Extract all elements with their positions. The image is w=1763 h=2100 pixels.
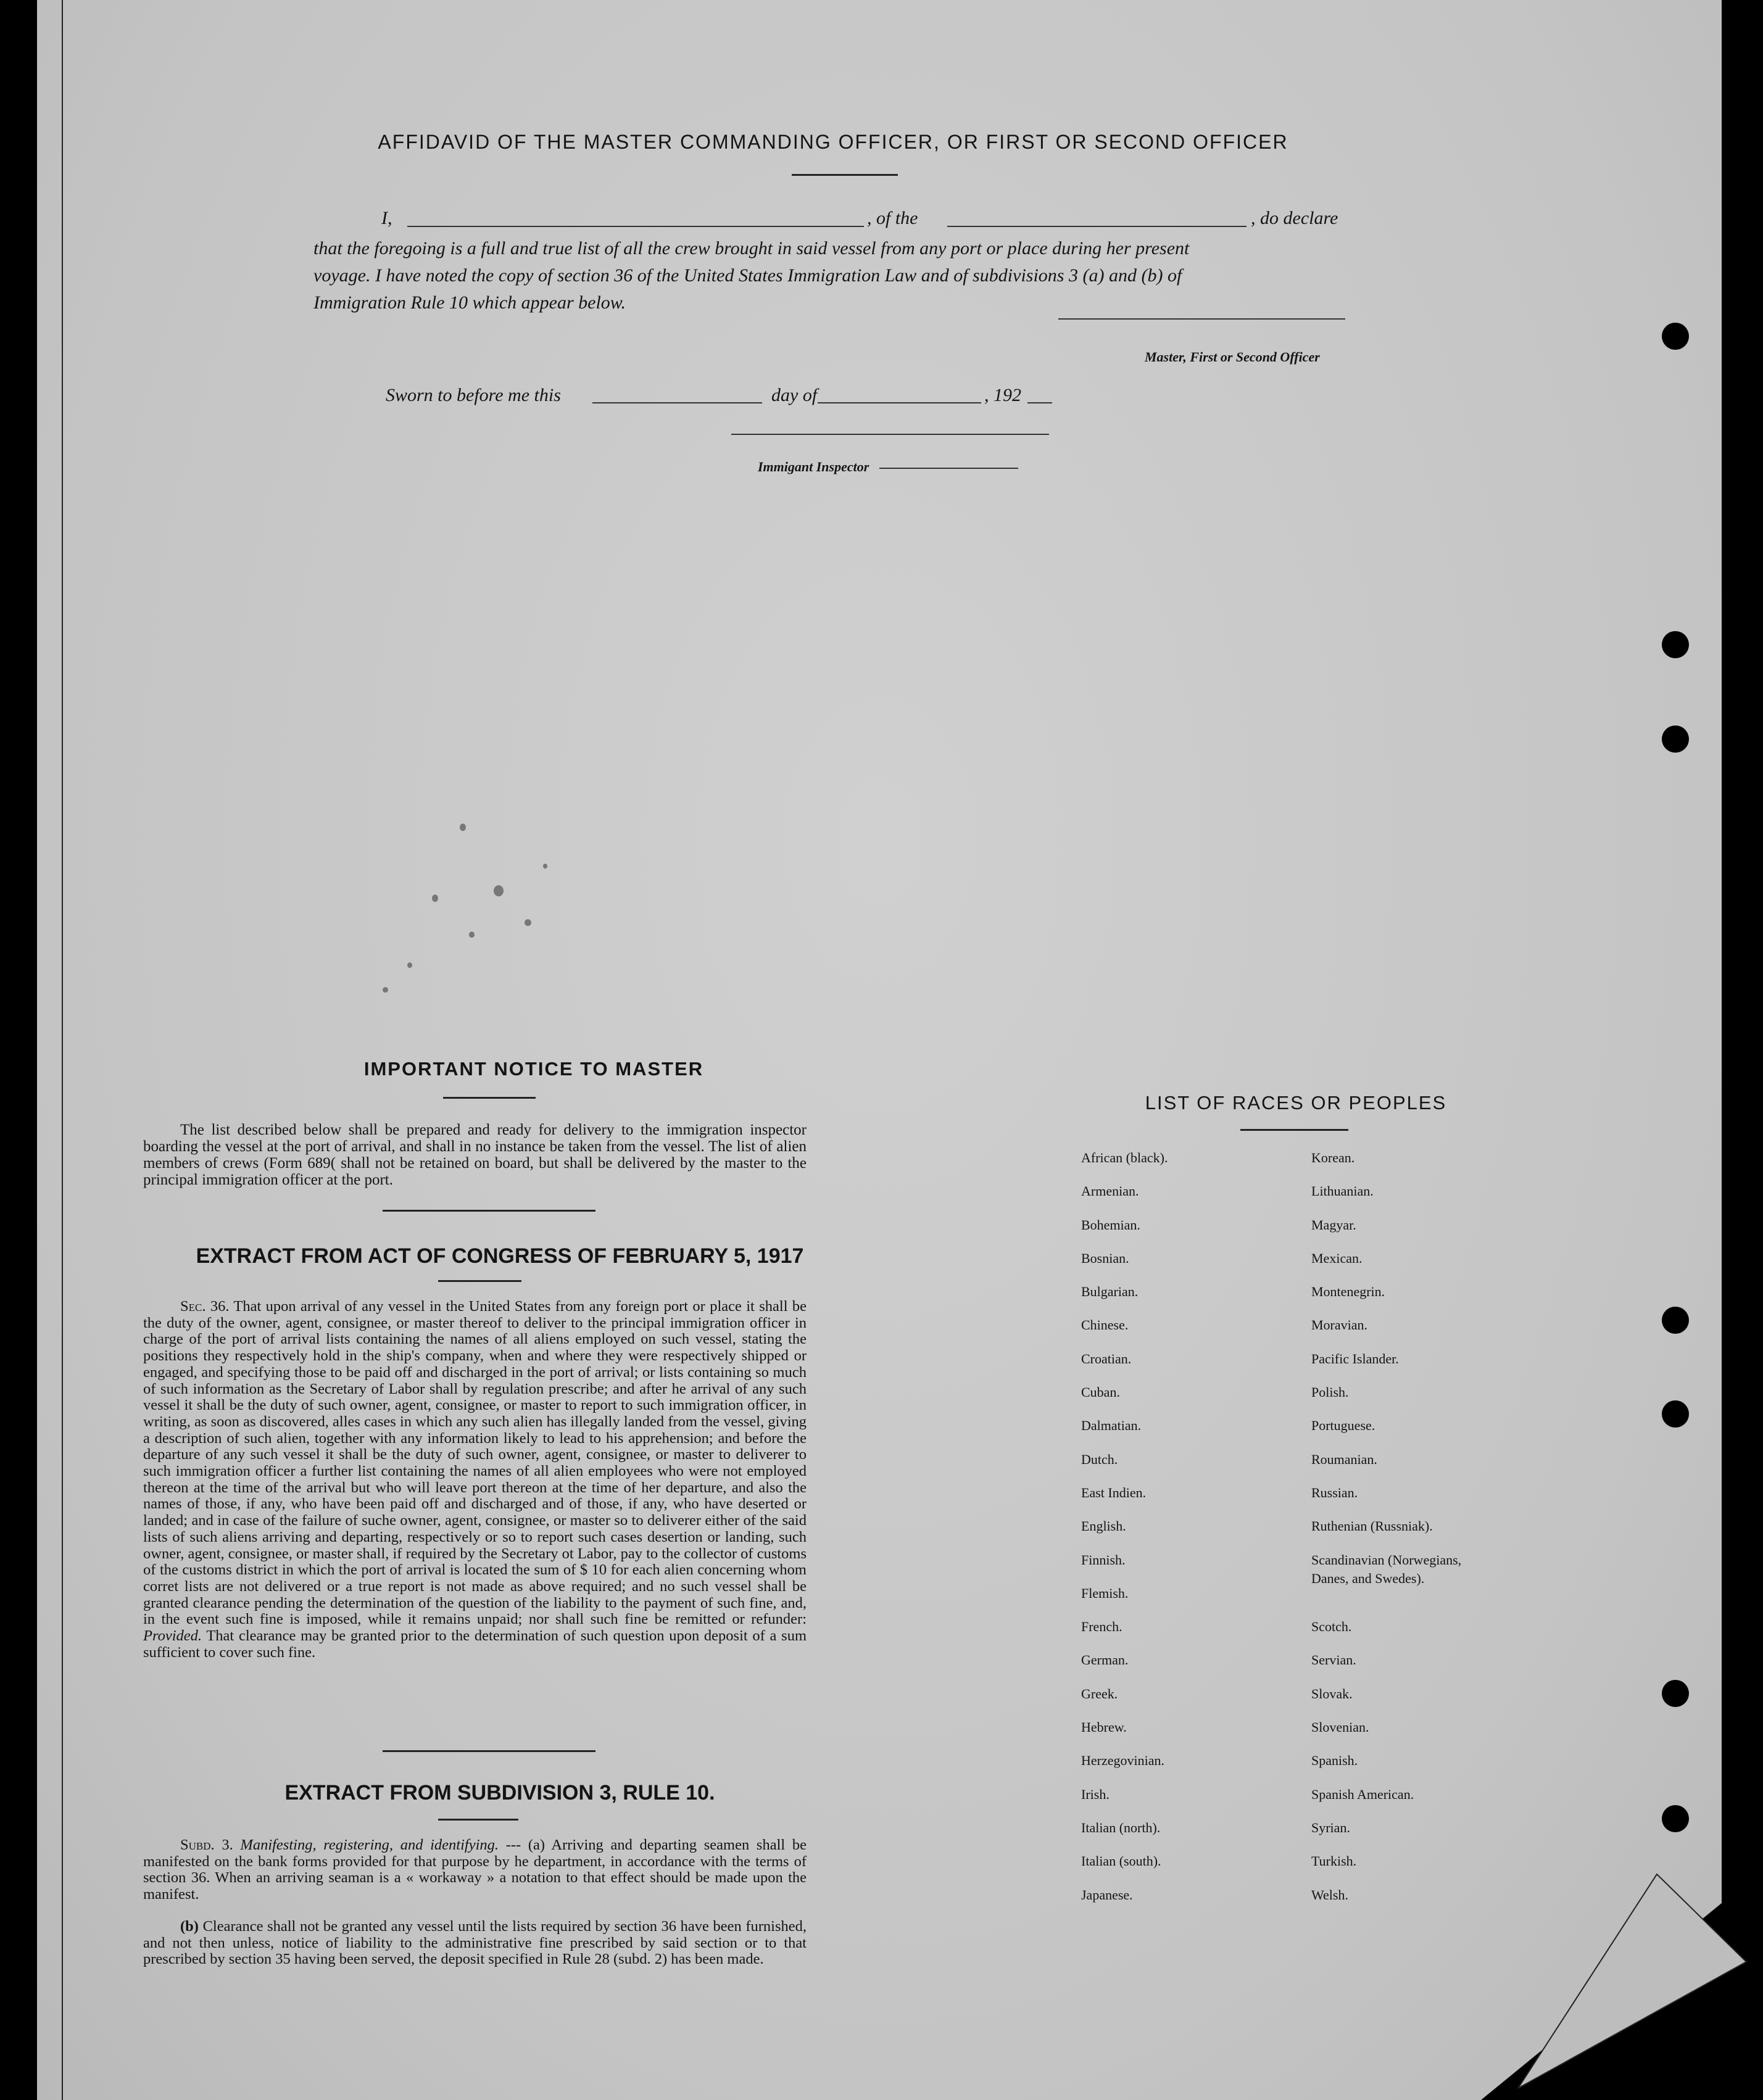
race-item: Herzegovinian. (1081, 1753, 1164, 1769)
inspector-name-field[interactable] (879, 468, 1018, 469)
race-item: Flemish. (1081, 1585, 1129, 1601)
race-item: East Indien. (1081, 1484, 1147, 1500)
race-item: Bulgarian. (1081, 1284, 1139, 1300)
race-item: Slovenian. (1311, 1719, 1369, 1735)
races-underline (1240, 1129, 1348, 1131)
vessel-name-field[interactable] (947, 226, 1247, 227)
race-item: Bosnian. (1081, 1250, 1129, 1266)
notice-underline (443, 1097, 536, 1099)
race-item: Turkish. (1311, 1853, 1357, 1869)
signature-label: Master, First or Second Officer (1145, 349, 1320, 365)
ink-speck (407, 962, 412, 968)
binder-hole (1662, 1307, 1689, 1334)
sworn-day-field[interactable] (592, 402, 762, 403)
race-item: Croatian. (1081, 1350, 1132, 1366)
binder-hole (1662, 1680, 1689, 1707)
races-right-column (1311, 1149, 1583, 1919)
day-of-label: day of (771, 385, 818, 405)
race-item: African (black). (1081, 1150, 1168, 1165)
act-title-underline (438, 1280, 521, 1282)
race-item: English. (1081, 1518, 1126, 1534)
signature-field[interactable] (1058, 318, 1345, 320)
provided-label: Provided. (143, 1627, 202, 1645)
notice-body: The list described below shall be prepared and ready for delivery to the immigration inspector boarding the vessel at the port of arrival, and shall in no instance be taken from the vessel. The list of alien members of crews (Form 689( shall not be retained on board, but shall be delivered by the master to the principal immigration officer at the port. (143, 1122, 807, 1188)
rule-title-underline (438, 1819, 518, 1821)
race-item: Russian. (1311, 1484, 1358, 1500)
section-body: That upon arrival of any vessel in the United States from any foreign port or place it shall be the duty of the owner, agent, consignee, or master thereof to deliver to the principal immigration officer in charge of the port of arrival lists containing the names of all aliens employed on such vessel, stating the positions they respectively hold in the ship's company, when and where they were respectively shipped or engaged, and specifying those to be paid off and discharged in the port of arrival; or lists containing so much of such information as the Secretary of Labor shall by regulation prescribe; and after he arrival of any such vessel it shall be the duty of such owner, agent, consignee, or master to report to such immigration officer, in writing, as soon as discovered, alles cases in which any such alien has illegally landed from the vessel, giving a description of such alien, together with any information likely to lead to his apprehension; and before the departure of any such vessel it shall be the duty of such owner, agent, consignee, or master to deliverer to such immigration officer a further list containing the names of all alien employees who were not employed thereon at the time of the arrival but who will leave port thereon at the time of her departure, and also the names of those, if any, who have been paid off and discharged and of those, if any, who have deserted or landed; and in case of the failure of suche owner, agent, consignee, or master so to deliverer either of the said lists of such aliens arriving and departing, respectively or so to report such cases desertion or landing, such owner, agent, consignee, or master shall, if required by the Secretary ot Labor, pay to the collector of customs of the customs district in which the port of arrival is located the sum of $ 10 for each alien concerning whom corret lists are not delivered or a true report is not made as above required; and no such vessel shall be granted clearance pending the determination of the question of the liability to the payment of such fine, and, in the event such fine is imposed, while it remains unpaid; nor shall such fine be remitted or refunder: (143, 1298, 807, 1628)
do-declare-label: , do declare (1251, 208, 1338, 228)
ink-speck (383, 987, 388, 993)
act-separator (383, 1750, 595, 1752)
races-left-column (1081, 1149, 1291, 1919)
race-item: Servian. (1311, 1652, 1356, 1668)
sworn-year-field[interactable] (1027, 402, 1052, 403)
races-title: LIST OF RACES OR PEOPLES (1145, 1092, 1447, 1114)
act-extract-title: EXTRACT FROM ACT OF CONGRESS OF FEBRUARY 5, 1917 (196, 1244, 804, 1268)
race-item: Chinese. (1081, 1317, 1129, 1333)
race-item: Greek. (1081, 1685, 1118, 1701)
race-item: Cuban. (1081, 1384, 1120, 1400)
subd-label: Subd. 3. (180, 1837, 233, 1853)
race-item: Italian (north). (1081, 1819, 1161, 1835)
declaration-line-3: voyage. I have noted the copy of section 36 of the United States Immigration Law and of subdivisions 3 (a) and (b) of (313, 265, 1182, 286)
binder-hole (1662, 631, 1689, 658)
subd-b-text: Clearance shall not be granted any vessel until the lists required by section 36 have been furnished, and not then unless, notice of liability to the administrative fine prescribed by said section or to that prescribed by section 35 having been served, the deposit specified in Rule 28 (subd. 2) has been made. (143, 1918, 807, 1968)
rule-paragraph-b (143, 1919, 807, 1968)
race-item: Ruthenian (Russniak). (1311, 1518, 1433, 1534)
race-item: Welsh. (1311, 1887, 1348, 1903)
ink-speck (460, 824, 466, 831)
act-section-36 (143, 1299, 807, 1661)
declarant-name-field[interactable] (407, 226, 864, 227)
race-item: Korean. (1311, 1150, 1355, 1165)
rule-paragraph-a (143, 1837, 807, 1903)
race-item: Hebrew. (1081, 1719, 1127, 1735)
race-item: Armenian. (1081, 1183, 1139, 1199)
race-item: Dutch. (1081, 1451, 1118, 1467)
race-item: Pacific Islander. (1311, 1350, 1399, 1366)
subd-b-label: (b) (180, 1918, 199, 1935)
ink-speck (432, 895, 438, 902)
race-item: Slovak. (1311, 1685, 1353, 1701)
binder-hole (1662, 323, 1689, 350)
declarant-prefix: I, (381, 208, 392, 228)
ink-speck (543, 864, 547, 869)
race-item: Bohemian. (1081, 1217, 1140, 1233)
section-body-end: That clearance may be granted prior to the determination of such question upon deposit of a sum sufficient to cover such fine. (143, 1627, 807, 1661)
race-item: Japanese. (1081, 1887, 1133, 1903)
race-item: French. (1081, 1619, 1122, 1635)
notice-title: IMPORTANT NOTICE TO MASTER (363, 1058, 704, 1080)
race-item: Polish. (1311, 1384, 1349, 1400)
rule-extract-title: EXTRACT FROM SUBDIVISION 3, RULE 10. (284, 1781, 715, 1804)
race-item: Italian (south). (1081, 1853, 1161, 1869)
race-item: Dalmatian. (1081, 1418, 1142, 1434)
title-underline (792, 174, 898, 176)
declaration-line-2: that the foregoing is a full and true list of all the crew brought in said vessel from any port or place during her present (313, 238, 1190, 258)
race-item: Spanish American. (1311, 1786, 1414, 1802)
of-the-label: , of the (867, 208, 918, 228)
race-item: Portuguese. (1311, 1418, 1375, 1434)
declaration-line-4: Immigration Rule 10 which appear below. (313, 292, 626, 313)
inspector-signature-field[interactable] (731, 434, 1049, 435)
binder-hole (1662, 1805, 1689, 1832)
sworn-label: Sworn to before me this (386, 385, 561, 405)
race-item: Irish. (1081, 1786, 1110, 1802)
binder-hole (1662, 725, 1689, 753)
subd-title: Manifesting, registering, and identifying. (240, 1837, 499, 1853)
binder-hole (1662, 1400, 1689, 1428)
sworn-month-field[interactable] (818, 402, 981, 403)
race-item: Finnish. (1081, 1552, 1126, 1568)
race-item: Syrian. (1311, 1819, 1350, 1835)
affidavit-title: AFFIDAVID OF THE MASTER COMMANDING OFFICER, OR FIRST OR SECOND OFFICER (378, 131, 1288, 153)
ink-speck (525, 919, 531, 926)
race-item: Lithuanian. (1311, 1183, 1374, 1199)
race-item: Mexican. (1311, 1250, 1363, 1266)
ink-speck (469, 932, 475, 938)
folded-corner (1481, 1869, 1763, 2100)
race-item: Scotch. (1311, 1619, 1352, 1635)
section-label: Sec. 36. (180, 1298, 230, 1315)
notice-separator (383, 1210, 595, 1212)
ink-speck (494, 885, 504, 896)
race-item: Magyar. (1311, 1217, 1356, 1233)
race-item: German. (1081, 1652, 1129, 1668)
race-item: Spanish. (1311, 1753, 1358, 1769)
year-label: , 192 (984, 385, 1021, 405)
inspector-label: Immigant Inspector (758, 459, 869, 474)
race-item: Montenegrin. (1311, 1284, 1385, 1300)
subd-a-text: --- (a) Arriving and departing seamen shall be manifested on the bank forms provided for that purpose by he department, in accordance with the terms of section 36. When an arriving seaman is a « workaway » a notation to that effect should be made upon the manifest. (143, 1837, 807, 1903)
race-item: Roumanian. (1311, 1451, 1377, 1467)
race-item: Scandinavian (Norwegians, Danes, and Swedes). (1311, 1552, 1462, 1586)
race-item: Moravian. (1311, 1317, 1368, 1333)
